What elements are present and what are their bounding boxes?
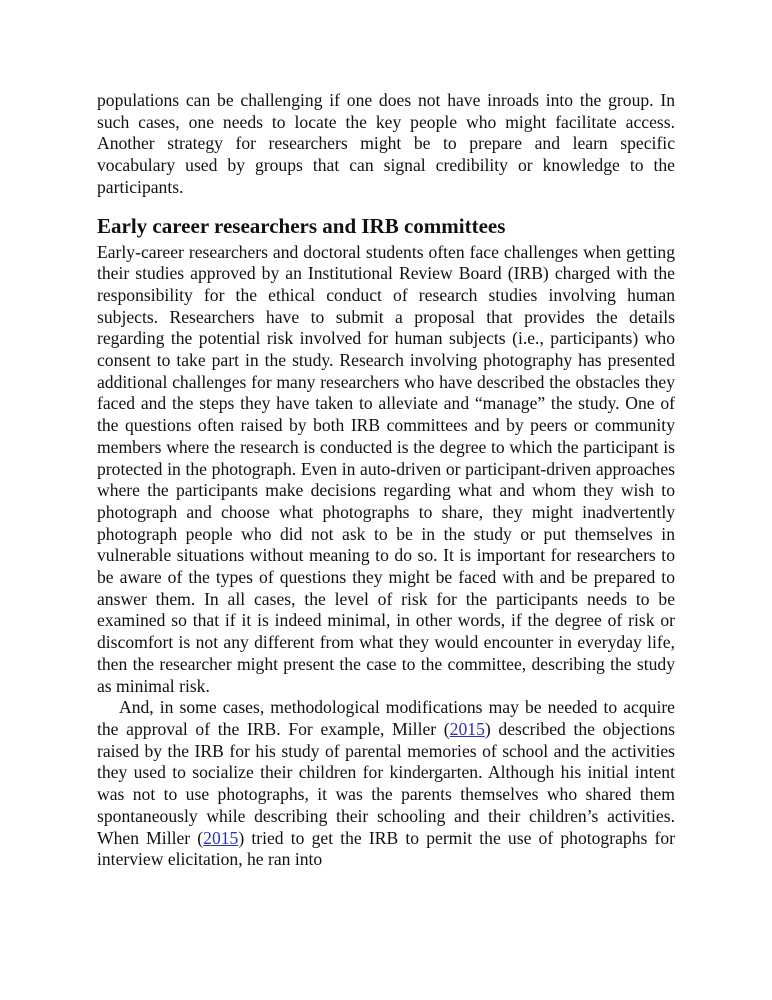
page-body xyxy=(97,90,675,871)
paragraph-methodology xyxy=(97,697,675,871)
paragraph-text-segment: ) tried to get the IRB to permit the use of photographs for interview elicitation, he ran into xyxy=(97,827,676,870)
paragraph-intro: populations can be challenging if one does not have inroads into the group. In such cases, one needs to locate the key people who might facilitate access. Another strategy for researchers might be to prepare and learn specific vocabulary used by groups that can signal credibility or knowledge to the participants. xyxy=(97,90,675,197)
citation-link[interactable]: 2015 xyxy=(203,827,239,848)
paragraph-irb: Early-career researchers and doctoral students often face challenges when getting their studies approved by an Institutional Review Board (IRB) charged with the responsibility for the ethical conduct of research studies involving human subjects. Researchers have to submit a proposal that provides the details regarding the potential risk involved for human subjects (i.e., participants) who consent to take part in the study. Research involving photography has presented additional challenges for many researchers who have described the obstacles they faced and the steps they have taken to alleviate and “manage” the study. One of the questions often raised by both IRB committees and by peers or community members where the research is conducted is the degree to which the participant is protected in the photograph. Even in auto-driven or participant-driven approaches where the participants make decisions regarding what and whom they wish to photograph and choose what photographs to share, they might inadvertently photograph people who did not ask to be in the study or put themselves in vulnerable situations without meaning to do so. It is important for researchers to be aware of the types of questions they might be faced with and be prepared to answer them. In all cases, the level of risk for the participants needs to be examined so that if it is indeed minimal, in other words, if the degree of risk or discomfort is not any different from what they would encounter in everyday life, then the researcher might present the case to the committee, describing the study as minimal risk. xyxy=(97,241,675,696)
citation-link[interactable]: 2015 xyxy=(449,718,485,739)
paragraph-text-segment: And, in some cases, methodological modifications may be needed to acquire the approval of the IRB. For example, Miller ( xyxy=(97,697,675,739)
paragraph-text-segment: ) described the objections raised by the IRB for his study of parental memories of school and the activities they used to socialize their children for kindergarten. Although his initial intent was not to use photographs, it was the parents themselves who shared them spontaneously while describing their schooling and their children’s activities. When Miller ( xyxy=(97,718,675,848)
section-heading: Early career researchers and IRB committees xyxy=(97,213,506,238)
